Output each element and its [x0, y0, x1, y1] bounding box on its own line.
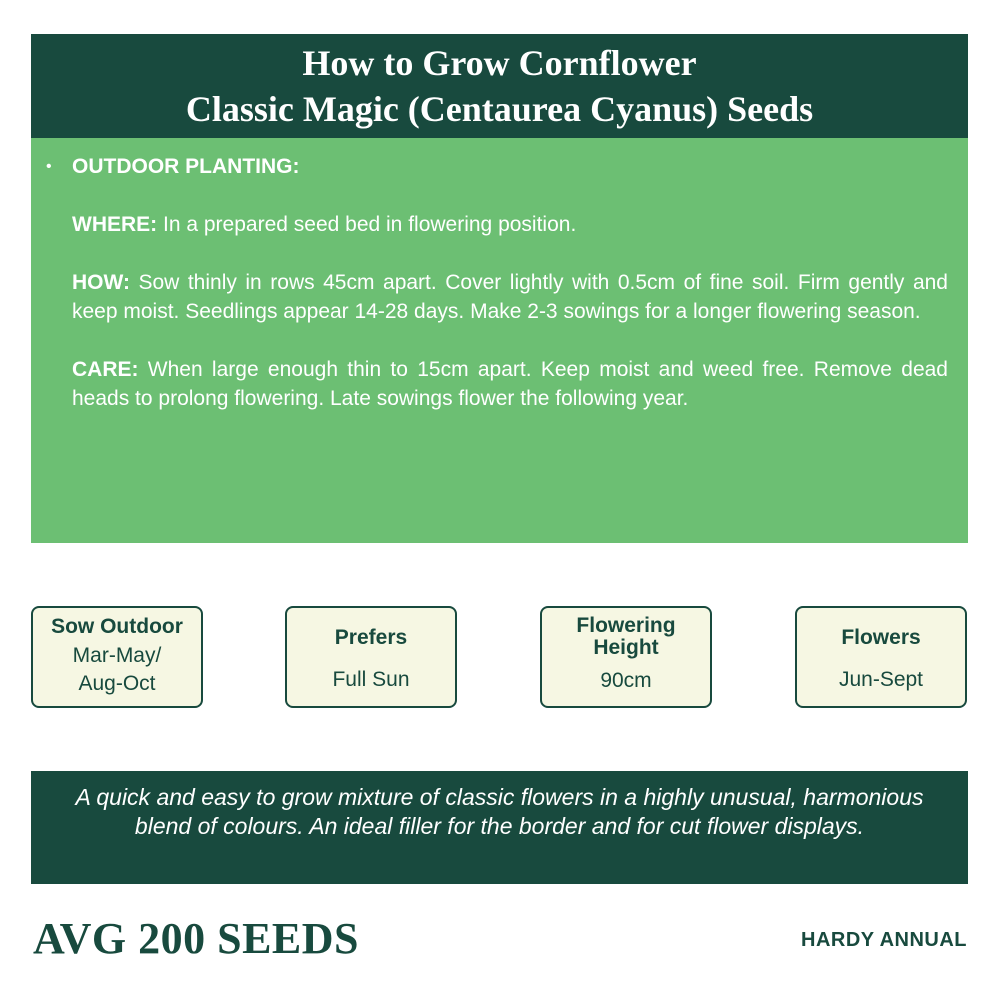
info-box-value: Full Sun [332, 668, 410, 691]
where-paragraph [72, 210, 948, 239]
title-line-2: Classic Magic (Centaurea Cyanus) Seeds [185, 89, 814, 129]
care-label: CARE: [72, 358, 139, 381]
info-box-title: Flowers [841, 626, 921, 649]
info-box-flowering-height [540, 606, 712, 708]
info-box-flowers [795, 606, 967, 708]
planting-instructions [31, 138, 968, 543]
info-box-value-line-1: Mar-May/ [72, 644, 162, 667]
info-box-sow-outdoor [31, 606, 203, 708]
info-box-title: Sow Outdoor [51, 615, 183, 638]
plant-type: HARDY ANNUAL [801, 929, 967, 951]
section-heading: OUTDOOR PLANTING: [72, 155, 300, 178]
info-box-value-line-2: Aug-Oct [78, 672, 156, 695]
info-box-value [33, 642, 201, 698]
info-box-title: Prefers [334, 626, 408, 649]
info-box-prefers [285, 606, 457, 708]
info-box-value: 90cm [600, 669, 652, 692]
seed-count: AVG 200 SEEDS [33, 914, 360, 963]
where-label: WHERE: [72, 213, 158, 236]
how-text: Sow thinly in rows 45cm apart. Cover lightly with 0.5cm of fine soil. Firm gently and keep moist. Seedlings appear 14-28 days. Make 2-3 sowings for a longer flowering season. [72, 271, 948, 323]
bullet-icon: • [46, 158, 52, 175]
where-text: In a prepared seed bed in flowering position. [157, 213, 577, 236]
info-box-title-line-1: Flowering [576, 614, 676, 637]
care-text: When large enough thin to 15cm apart. Keep moist and weed free. Remove dead heads to prolong flowering. Late sowings flower the following year. [72, 358, 948, 410]
how-paragraph [72, 268, 948, 326]
page-title [31, 34, 968, 138]
info-box-title [542, 608, 710, 659]
how-label: HOW: [72, 271, 130, 294]
title-line-1: How to Grow Cornflower [302, 43, 697, 83]
care-paragraph [72, 355, 948, 413]
info-box-title-line-2: Height [593, 636, 659, 659]
info-box-value: Jun-Sept [838, 668, 924, 691]
product-description: A quick and easy to grow mixture of classic flowers in a highly unusual, harmonious blend of colours. An ideal filler for the border and for cut flower displays. [31, 771, 968, 884]
